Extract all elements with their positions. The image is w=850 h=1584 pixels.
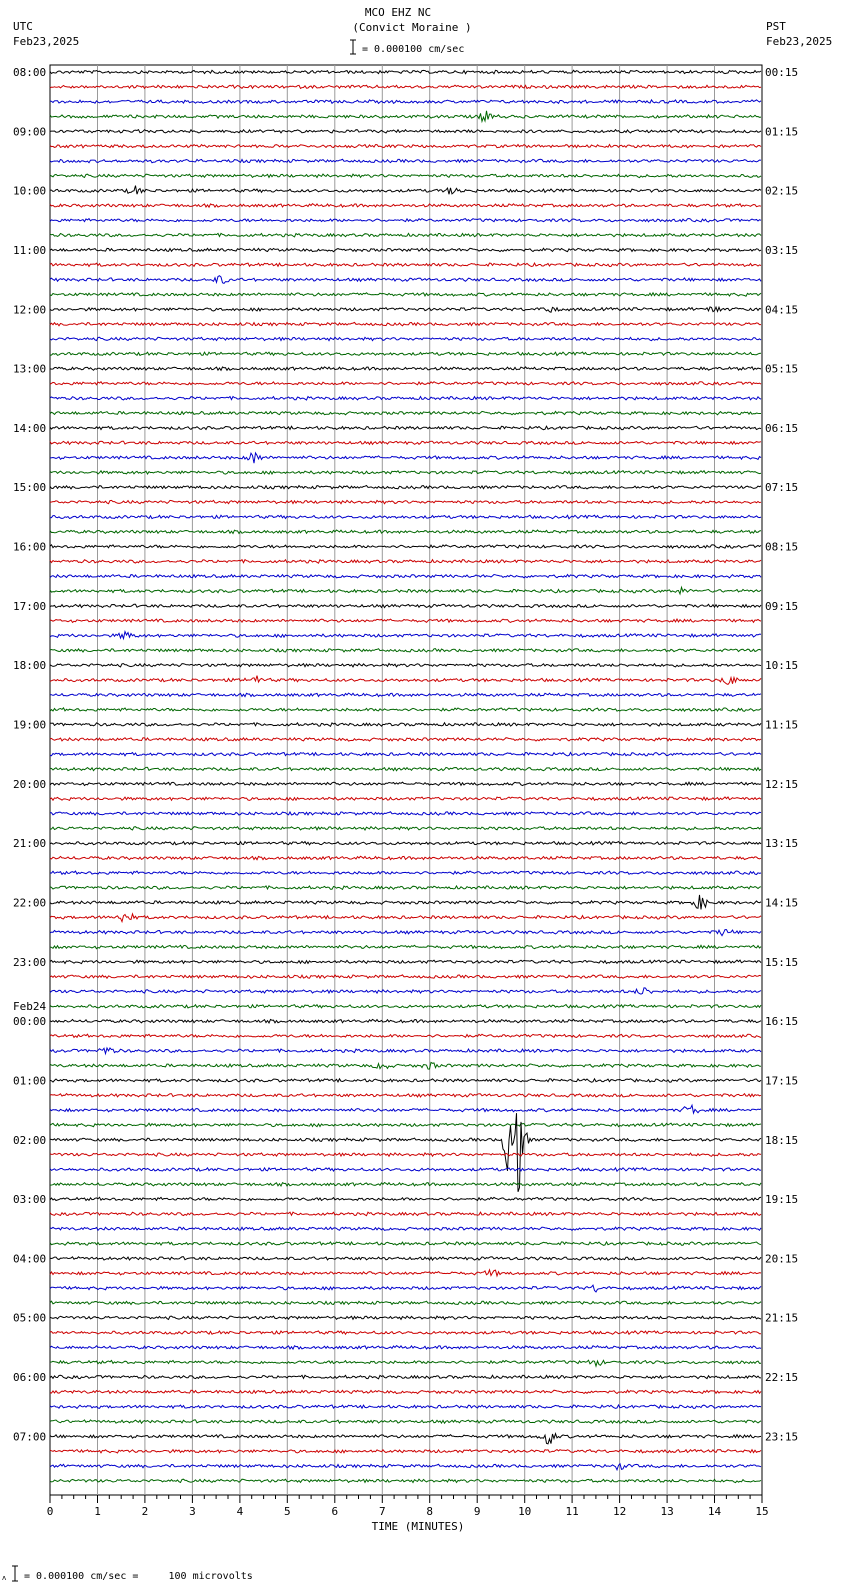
trace-line <box>50 619 761 622</box>
trace-line <box>50 1390 761 1393</box>
trace-line <box>50 1153 761 1156</box>
right-timezone: PST <box>766 20 786 33</box>
left-date: Feb23,2025 <box>13 35 80 48</box>
trace-line <box>50 1434 761 1444</box>
trace-line <box>50 322 761 325</box>
utc-hour-label: 12:00 <box>13 303 47 317</box>
trace-line <box>50 85 761 88</box>
trace-line <box>50 753 761 756</box>
trace-line <box>50 453 761 463</box>
x-axis-label: TIME (MINUTES) <box>371 1520 465 1533</box>
trace-line <box>50 500 761 503</box>
utc-hour-label: 20:00 <box>13 777 47 791</box>
footer-scale-text: = 0.000100 cm/sec = 100 microvolts <box>24 1571 253 1582</box>
pst-hour-label: 12:15 <box>765 777 799 791</box>
x-tick-label: 9 <box>473 1505 481 1518</box>
trace-line <box>50 1048 761 1054</box>
x-tick-label: 4 <box>236 1505 244 1518</box>
utc-hour-label: 06:00 <box>13 1371 47 1384</box>
trace-line <box>50 293 761 296</box>
trace-line <box>50 975 761 978</box>
date-marker: Feb24 <box>13 1000 47 1014</box>
trace-line <box>50 1212 761 1216</box>
trace-line <box>50 856 761 859</box>
x-tick-label: 10 <box>518 1505 532 1518</box>
trace-line <box>50 871 761 875</box>
trace-line <box>50 1360 761 1366</box>
x-tick-label: 15 <box>755 1505 769 1518</box>
trace-line <box>50 145 761 148</box>
trace-line <box>50 159 761 162</box>
x-axis <box>47 1495 769 1518</box>
x-tick-label: 0 <box>46 1505 54 1518</box>
trace-line <box>50 827 761 830</box>
trace-line <box>50 575 761 578</box>
trace-line <box>50 738 761 741</box>
trace-line <box>50 515 761 519</box>
trace-line <box>50 100 761 104</box>
trace-line <box>50 1270 761 1276</box>
pst-hour-label: 10:15 <box>765 659 799 673</box>
trace-line <box>50 263 761 266</box>
trace-line <box>50 886 761 890</box>
trace-line <box>50 337 761 340</box>
utc-hour-label: 13:00 <box>13 362 47 376</box>
footer-marker: ʌ <box>2 1574 7 1582</box>
x-tick-label: 6 <box>331 1505 339 1518</box>
trace-line <box>50 895 761 910</box>
trace-line <box>50 70 761 73</box>
trace-line <box>50 471 761 474</box>
trace-line <box>50 1183 761 1187</box>
pst-hour-label: 19:15 <box>765 1193 799 1207</box>
pst-hour-label: 18:15 <box>765 1133 799 1147</box>
trace-line <box>50 1019 761 1023</box>
trace-line <box>50 111 761 122</box>
trace-line <box>50 545 761 548</box>
pst-hour-label: 21:15 <box>765 1311 799 1325</box>
trace-line <box>50 1034 761 1037</box>
trace-line <box>50 1168 761 1172</box>
trace-line <box>50 130 761 133</box>
x-tick-label: 7 <box>378 1505 386 1518</box>
trace-line <box>50 204 761 208</box>
trace-line <box>50 276 761 284</box>
trace-line <box>50 604 761 607</box>
trace-line <box>50 1285 761 1292</box>
pst-hour-label: 16:15 <box>765 1015 799 1029</box>
utc-hour-label: 23:00 <box>13 955 47 969</box>
pst-hour-label: 11:15 <box>765 718 799 732</box>
pst-hour-label: 04:15 <box>765 303 799 317</box>
utc-hour-label: 05:00 <box>13 1311 47 1325</box>
utc-hour-label: 08:00 <box>13 66 47 79</box>
trace-line <box>50 1346 761 1349</box>
scale-bar-icon <box>350 40 356 54</box>
trace-line <box>50 1257 761 1260</box>
pst-hour-label: 22:15 <box>765 1371 799 1384</box>
utc-hour-label: 01:00 <box>13 1074 47 1088</box>
trace-line <box>50 186 761 195</box>
trace-line <box>50 812 761 815</box>
trace-line <box>50 1079 761 1082</box>
footer-scale-icon <box>12 1566 18 1581</box>
trace-line <box>50 632 761 639</box>
utc-hour-label: 18:00 <box>13 659 47 673</box>
pst-hour-labels <box>765 66 798 1443</box>
pst-hour-label: 03:15 <box>765 244 799 257</box>
trace-line <box>50 1005 761 1009</box>
trace-line <box>50 1123 761 1127</box>
trace-line <box>50 708 761 711</box>
x-tick-label: 2 <box>141 1505 149 1518</box>
trace-line <box>50 676 761 685</box>
trace-line <box>50 1242 761 1245</box>
utc-hour-label: 03:00 <box>13 1193 47 1207</box>
utc-hour-label: 21:00 <box>13 837 47 851</box>
utc-hour-label: 15:00 <box>13 481 47 495</box>
left-timezone: UTC <box>13 20 33 33</box>
x-tick-label: 12 <box>612 1505 627 1518</box>
scale-text: = 0.000100 cm/sec <box>362 44 465 55</box>
trace-line <box>50 1331 761 1334</box>
trace-line <box>50 382 761 385</box>
pst-hour-label: 02:15 <box>765 184 799 198</box>
trace-line <box>50 486 761 489</box>
trace-line <box>50 723 761 727</box>
trace-line <box>50 1450 761 1454</box>
pst-hour-label: 15:15 <box>765 955 799 969</box>
pst-hour-label: 01:15 <box>765 125 799 139</box>
x-tick-label: 13 <box>660 1505 674 1518</box>
pst-hour-label: 09:15 <box>765 599 799 613</box>
utc-hour-labels <box>13 66 46 1443</box>
trace-line <box>50 782 761 785</box>
pst-hour-label: 14:15 <box>765 896 799 910</box>
trace-line <box>50 411 761 414</box>
utc-hour-label: 09:00 <box>13 125 47 139</box>
utc-hour-label: 16:00 <box>13 540 47 554</box>
pst-hour-label: 08:15 <box>765 540 799 554</box>
x-tick-label: 1 <box>94 1505 101 1518</box>
trace-line <box>50 767 761 770</box>
pst-hour-label: 05:15 <box>765 362 799 376</box>
trace-line <box>50 1227 761 1230</box>
trace-line <box>50 397 761 401</box>
station-location: (Convict Moraine ) <box>352 21 472 34</box>
trace-line <box>50 560 761 564</box>
trace-line <box>50 426 761 430</box>
trace-line <box>50 352 761 355</box>
utc-hour-label: 14:00 <box>13 421 47 435</box>
trace-line <box>50 441 761 444</box>
trace-line <box>50 797 761 801</box>
utc-hour-label: 04:00 <box>13 1252 47 1266</box>
pst-hour-label: 00:15 <box>765 66 799 79</box>
trace-line <box>50 693 761 697</box>
trace-line <box>50 1113 761 1192</box>
trace-line <box>50 1094 761 1097</box>
pst-hour-label: 06:15 <box>765 421 799 435</box>
x-tick-label: 5 <box>283 1505 291 1518</box>
x-tick-label: 8 <box>426 1505 434 1518</box>
trace-line <box>50 1105 761 1113</box>
trace-line <box>50 1479 761 1482</box>
utc-hour-label: 22:00 <box>13 896 47 910</box>
pst-hour-label: 07:15 <box>765 481 799 495</box>
trace-line <box>50 367 761 371</box>
utc-hour-label: 10:00 <box>13 184 47 198</box>
pst-hour-label: 17:15 <box>765 1074 799 1088</box>
trace-line <box>50 988 761 994</box>
trace-line <box>50 248 761 251</box>
trace-line <box>50 1405 761 1408</box>
utc-hour-label: 00:00 <box>13 1015 47 1029</box>
utc-hour-label: 19:00 <box>13 718 47 732</box>
trace-line <box>50 530 761 534</box>
utc-hour-label: 02:00 <box>13 1133 47 1147</box>
trace-line <box>50 1420 761 1423</box>
trace-line <box>50 1464 761 1470</box>
pst-hour-label: 13:15 <box>765 837 799 851</box>
seismic-traces <box>50 70 761 1482</box>
trace-line <box>50 233 761 237</box>
trace-line <box>50 649 761 652</box>
trace-line <box>50 1197 761 1200</box>
trace-line <box>50 930 761 936</box>
trace-line <box>50 945 761 948</box>
trace-line <box>50 842 761 845</box>
trace-line <box>50 587 761 594</box>
trace-line <box>50 1301 761 1304</box>
utc-hour-label: 07:00 <box>13 1430 47 1444</box>
x-tick-label: 14 <box>707 1505 722 1518</box>
utc-hour-label: 11:00 <box>13 244 47 257</box>
right-date: Feb23,2025 <box>766 35 833 48</box>
trace-line <box>50 960 761 964</box>
x-tick-label: 3 <box>189 1505 196 1518</box>
trace-line <box>50 1375 761 1379</box>
pst-hour-label: 23:15 <box>765 1430 799 1444</box>
trace-line <box>50 914 761 922</box>
trace-line <box>50 1316 761 1319</box>
trace-line <box>50 174 761 178</box>
x-tick-label: 11 <box>565 1505 579 1518</box>
station-title: MCO EHZ NC <box>364 6 432 19</box>
pst-hour-label: 20:15 <box>765 1252 799 1266</box>
trace-line <box>50 219 761 222</box>
trace-line <box>50 664 761 667</box>
trace-line <box>50 1062 761 1069</box>
trace-line <box>50 307 761 312</box>
utc-hour-label: 17:00 <box>13 599 47 613</box>
